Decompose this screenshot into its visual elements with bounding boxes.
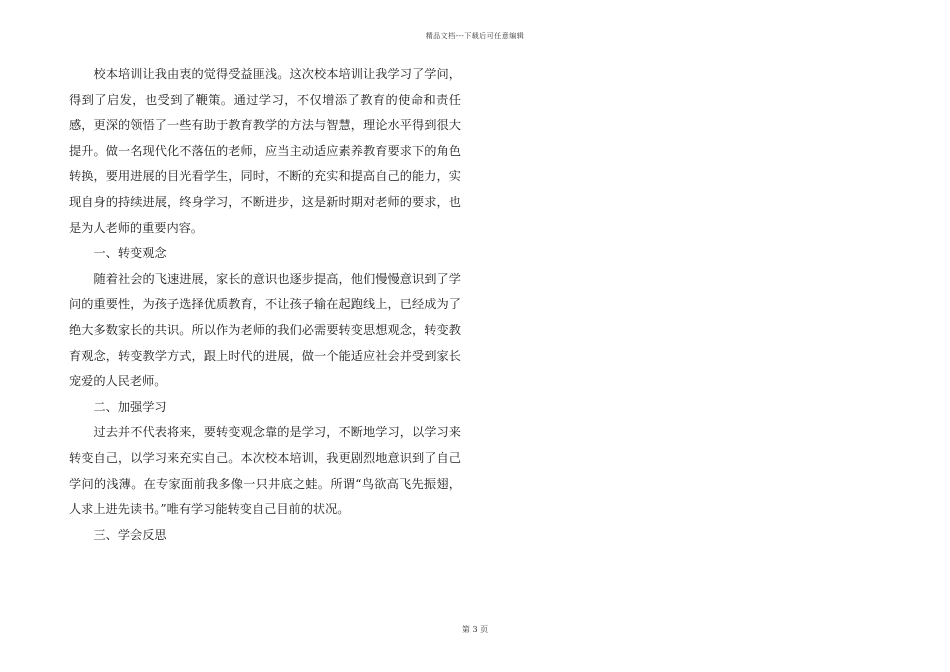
section-heading-2: 二、加强学习 (93, 399, 167, 414)
section-heading-3: 三、学会反思 (93, 527, 167, 542)
paragraph-section-2: 过去并不代表将来，要转变观念靠的是学习，不断地学习，以学习来转变自己，以学习来充实自己。本次校本培训，我更剧烈地意识到了自己学问的浅薄。在专家面前我多像一只井底之蛙。所谓“鸟欲高飞先振翅，人求上进先读书。”唯有学习能转变自己目前的状况。 (69, 425, 461, 517)
page-number: 第 3 页 (461, 625, 489, 634)
document-body (69, 62, 461, 548)
page-header: 精品文档---下载后可任意编辑 (425, 32, 525, 40)
paragraph-section-1: 随着社会的飞速进展，家长的意识也逐步提高，他们慢慢意识到了学问的重要性，为孩子选择优质教育，不让孩子输在起跑线上，已经成为了绝大多数家长的共识。所以作为老师的我们必需要转变思想观念，转变教育观念，转变教学方式，跟上时代的进展，做一个能适应社会并受到家长宠爱的人民老师。 (69, 271, 461, 389)
paragraph-intro: 校本培训让我由衷的觉得受益匪浅。这次校本培训让我学习了学问，得到了启发，也受到了鞭策。通过学习，不仅增添了教育的使命和责任感，更深的领悟了一些有助于教育教学的方法与智慧，理论水平得到很大提升。做一名现代化不落伍的老师，应当主动适应素养教育要求下的角色转换，要用进展的目光看学生，同时，不断的充实和提高自己的能力，实现自身的持续进展，终身学习，不断进步，这是新时期对老师的要求，也是为人老师的重要内容。 (69, 67, 461, 235)
section-heading-1: 一、转变观念 (93, 246, 167, 261)
